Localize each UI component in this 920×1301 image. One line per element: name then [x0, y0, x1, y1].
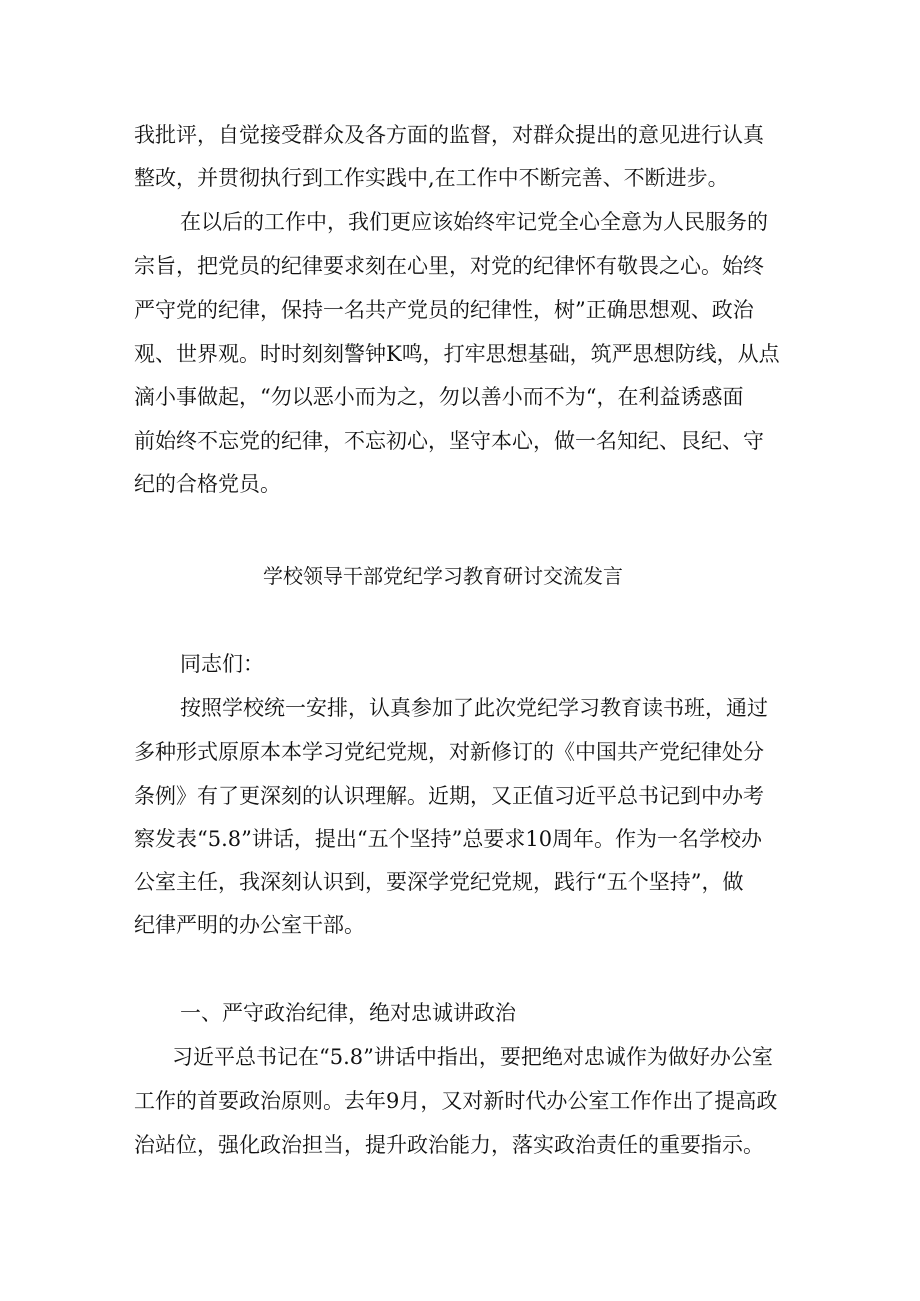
text-line: 纪的合格党员。	[134, 472, 281, 496]
text-line: 在以后的工作中，我们更应该始终牢记党全心全意为人民服务的	[180, 210, 768, 234]
text-line: 观、世界观。时时刻刻警钟K鸣，打牢思想基础，筑严思想防线，从点	[134, 342, 780, 366]
text-line: 整改，并贯彻执行到工作实践中,在工作中不断完善、不断进步。	[134, 166, 729, 190]
text-line: 习近平总书记在“5.8”讲话中指出，要把绝对忠诚作为做好办公室	[172, 1045, 773, 1069]
text-line: 条例》有了更深刻的认识理解。近期，又正值习近平总书记到中办考	[134, 784, 764, 808]
section-heading: 一、严守政治纪律，绝对忠诚讲政治	[180, 1001, 516, 1025]
text-line: 治站位，强化政治担当，提升政治能力，落实政治责任的重要指示。	[134, 1133, 764, 1157]
text-line: 宗旨，把党员的纪律要求刻在心里，对党的纪律怀有敬畏之心。始终	[134, 254, 764, 278]
text-line: 前始终不忘党的纪律，不忘初心，坚守本心，做一名知纪、艮纪、守	[134, 429, 764, 453]
document-title: 学校领导干部党纪学习教育研讨交流发言	[263, 564, 623, 588]
text-line: 按照学校统一安排，认真参加了此次党纪学习教育读书班，通过	[180, 696, 768, 720]
text-line: 我批评，自觉接受群众及各方面的监督，对群众提出的意见进行认真	[134, 123, 764, 147]
text-line: 多种形式原原本本学习党纪党规，对新修订的《中国共产党纪律处分	[134, 740, 764, 764]
text-line: 公室主任，我深刻认识到，要深学党纪党规，践行“五个坚持”，做	[134, 870, 744, 894]
text-line: 严守党的纪律，保持一名共产党员的纪律性，树”正确思想观、政治	[134, 298, 754, 322]
text-line: 工作的首要政治原则。去年9月，又对新时代办公室工作作出了提高政	[134, 1089, 778, 1113]
text-line: 滴小事做起，“勿以恶小而为之，勿以善小而不为“，在利益诱惑面	[134, 385, 744, 409]
text-line: 纪律严明的办公室干部。	[134, 913, 365, 937]
text-line: 察发表“5.8”讲话，提出“五个坚持”总要求10周年。作为一名学校办	[134, 827, 763, 851]
salutation: 同志们：	[180, 652, 264, 676]
